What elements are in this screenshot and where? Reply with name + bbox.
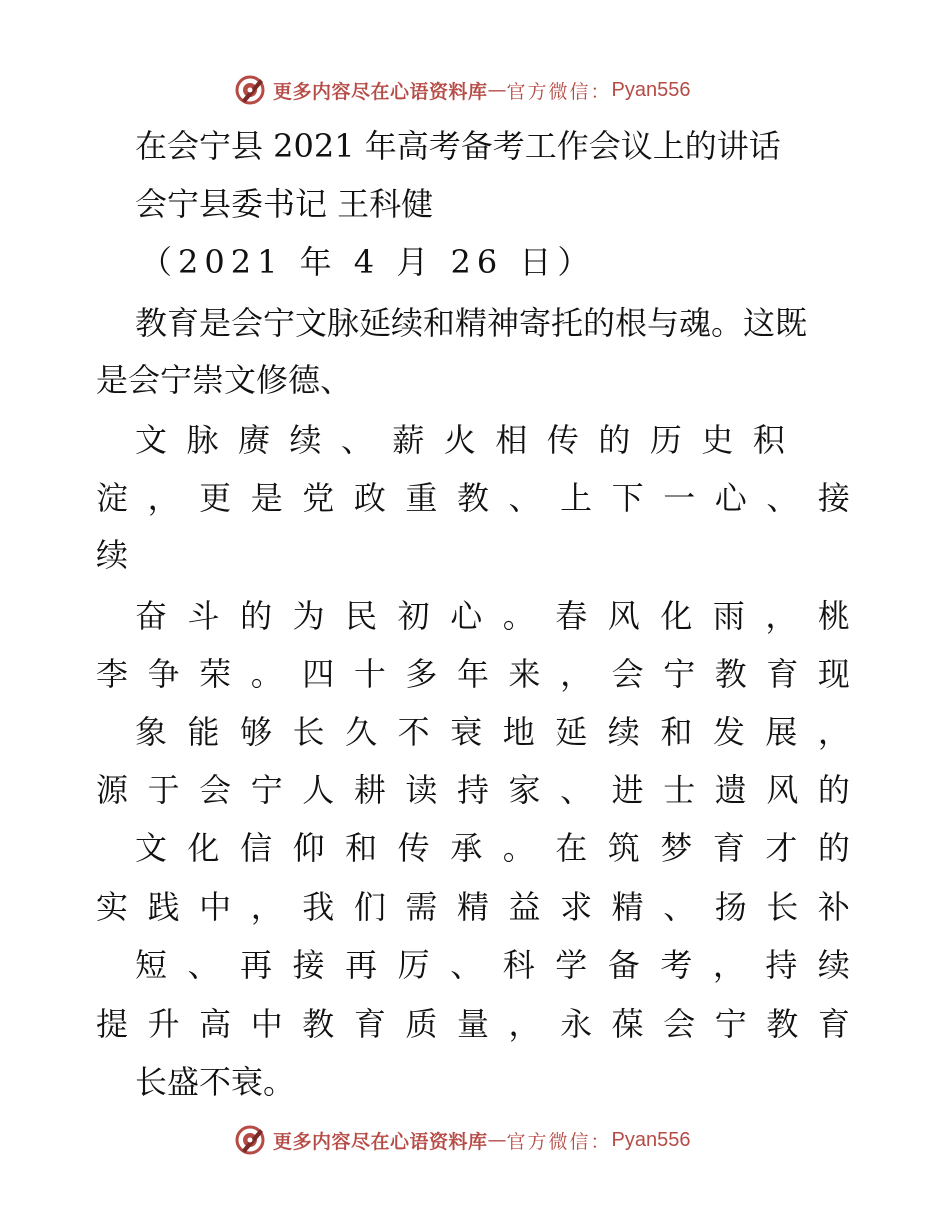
- doc-char: 在: [555, 829, 588, 867]
- doc-char: 益: [508, 888, 541, 926]
- doc-char: 学: [555, 946, 588, 984]
- doc-char: 传: [546, 421, 579, 459]
- doc-char: ，: [712, 946, 745, 984]
- doc-char: 求: [560, 888, 593, 926]
- doc-char: 会: [611, 655, 644, 693]
- doc-char: 史: [701, 421, 734, 459]
- doc-char: 奋: [135, 597, 168, 635]
- doc-char: 春: [555, 597, 588, 635]
- doc-char: 会: [199, 771, 232, 809]
- doc-char: 文: [135, 829, 168, 867]
- doc-char: 下: [611, 479, 644, 517]
- doc-char: 十: [353, 655, 386, 693]
- doc-char: 薪: [392, 421, 425, 459]
- doc-line-11: [0, 887, 950, 927]
- doc-char: 筑: [607, 829, 640, 867]
- doc-char: 是: [250, 479, 283, 517]
- doc-char: 教: [456, 479, 489, 517]
- doc-char: 扬: [714, 888, 747, 926]
- banner-main-text: 更多内容尽在心语资料库: [273, 1130, 488, 1153]
- doc-char: 再: [345, 946, 378, 984]
- doc-char: 年: [456, 655, 489, 693]
- footer-banner: [233, 1122, 691, 1158]
- doc-line-2: 是会宁崇文修德、: [96, 361, 353, 399]
- doc-char: 久: [345, 713, 378, 751]
- doc-char: 桃: [817, 597, 850, 635]
- doc-char: 衰: [450, 713, 483, 751]
- banner-wechat-id: Pyan556: [611, 78, 691, 101]
- doc-char: 的: [598, 421, 631, 459]
- doc-char: 化: [660, 597, 693, 635]
- doc-char: 中: [250, 1005, 283, 1043]
- doc-char: 荣: [199, 655, 232, 693]
- doc-char: 长: [766, 888, 799, 926]
- doc-char: 梦: [660, 829, 693, 867]
- doc-char: 考: [660, 946, 693, 984]
- doc-char: 、: [187, 946, 220, 984]
- doc-line-9: [0, 770, 950, 810]
- doc-line-5: 续: [96, 536, 129, 574]
- doc-char: 于: [147, 771, 180, 809]
- doc-char: 延: [555, 713, 588, 751]
- doc-char: 耕: [353, 771, 386, 809]
- doc-char: 高: [199, 1005, 232, 1043]
- doc-char: 不: [397, 713, 430, 751]
- doc-char: 的: [817, 829, 850, 867]
- doc-char: 短: [135, 946, 168, 984]
- doc-char: 积: [752, 421, 785, 459]
- doc-char: 精: [456, 888, 489, 926]
- doc-char: 象: [135, 713, 168, 751]
- banner-official-label: 官方微信：: [506, 1130, 612, 1153]
- doc-char: 永: [560, 1005, 593, 1043]
- doc-char: 心: [714, 479, 747, 517]
- doc-char: 信: [240, 829, 273, 867]
- doc-char: ，: [508, 1005, 541, 1043]
- doc-char: 传: [397, 829, 430, 867]
- doc-char: 升: [147, 1005, 180, 1043]
- doc-char: 。: [502, 829, 535, 867]
- doc-char: 政: [353, 479, 386, 517]
- doc-char: 、: [663, 888, 696, 926]
- doc-line-1: 教育是会宁文脉延续和精神寄托的根与魂。这既: [135, 304, 808, 342]
- doc-date: （2021 年 4 月 26 日）: [140, 243, 596, 281]
- doc-char: 们: [353, 888, 386, 926]
- doc-char: ，: [250, 888, 283, 926]
- doc-char: 、: [508, 479, 541, 517]
- doc-char: 发: [712, 713, 745, 751]
- doc-char: 和: [660, 713, 693, 751]
- doc-line-8: [0, 712, 950, 752]
- doc-char: 、: [340, 421, 373, 459]
- doc-char: 教: [766, 1005, 799, 1043]
- doc-char: 火: [443, 421, 476, 459]
- doc-char: 读: [405, 771, 438, 809]
- doc-char: 葆: [611, 1005, 644, 1043]
- doc-char: 相: [495, 421, 528, 459]
- doc-char: 历: [649, 421, 682, 459]
- doc-char: 的: [240, 597, 273, 635]
- doc-char: 我: [302, 888, 335, 926]
- doc-char: 承: [450, 829, 483, 867]
- doc-char: 为: [292, 597, 325, 635]
- doc-char: 才: [765, 829, 798, 867]
- doc-char: 教: [714, 655, 747, 693]
- doc-char: 践: [147, 888, 180, 926]
- doc-char: 脉: [186, 421, 219, 459]
- doc-char: 续: [289, 421, 322, 459]
- doc-char: 需: [405, 888, 438, 926]
- doc-char: 初: [397, 597, 430, 635]
- doc-char: 风: [766, 771, 799, 809]
- doc-char: 化: [187, 829, 220, 867]
- doc-char: 源: [96, 771, 129, 809]
- doc-line-4: [0, 478, 950, 518]
- doc-char: 能: [187, 713, 220, 751]
- doc-char: 、: [766, 479, 799, 517]
- doc-char: 中: [199, 888, 232, 926]
- doc-char: 一: [663, 479, 696, 517]
- doc-char: 李: [96, 655, 129, 693]
- doc-char: 重: [405, 479, 438, 517]
- doc-line-10: [0, 828, 950, 868]
- banner-official-label: 官方微信：: [506, 80, 612, 103]
- doc-char: 够: [240, 713, 273, 751]
- doc-char: 更: [199, 479, 232, 517]
- doc-char: 续: [817, 946, 850, 984]
- doc-char: 厉: [397, 946, 430, 984]
- doc-char: 提: [96, 1005, 129, 1043]
- banner-main-text: 更多内容尽在心语资料库: [273, 80, 488, 103]
- doc-char: 持: [456, 771, 489, 809]
- doc-char: 持: [765, 946, 798, 984]
- doc-line-7: [0, 654, 950, 694]
- doc-char: 民: [345, 597, 378, 635]
- doc-char: 科: [502, 946, 535, 984]
- doc-line-3: [0, 420, 950, 460]
- doc-line-12: [0, 945, 950, 985]
- banner-wechat-id: Pyan556: [611, 1128, 691, 1151]
- doc-title: 在会宁县 2021 年高考备考工作会议上的讲话: [135, 127, 781, 165]
- doc-char: 长: [292, 713, 325, 751]
- doc-char: 、: [450, 946, 483, 984]
- doc-char: 接: [292, 946, 325, 984]
- doc-char: 和: [345, 829, 378, 867]
- doc-line-6: [0, 596, 950, 636]
- doc-char: 续: [607, 713, 640, 751]
- doc-char: 多: [405, 655, 438, 693]
- doc-char: 人: [302, 771, 335, 809]
- doc-char: 进: [611, 771, 644, 809]
- doc-char: 雨: [712, 597, 745, 635]
- doc-char: 的: [817, 771, 850, 809]
- doc-char: 斗: [187, 597, 220, 635]
- doc-speaker: 会宁县委书记 王科健: [135, 185, 434, 223]
- banner-dash: —: [487, 79, 507, 101]
- doc-char: 育: [766, 655, 799, 693]
- doc-char: 再: [240, 946, 273, 984]
- doc-char: ，: [817, 713, 850, 751]
- doc-char: 精: [611, 888, 644, 926]
- doc-char: 宁: [714, 1005, 747, 1043]
- doc-char: 实: [96, 888, 129, 926]
- doc-char: 宁: [250, 771, 283, 809]
- doc-char: 上: [560, 479, 593, 517]
- doc-char: 、: [560, 771, 593, 809]
- doc-line-13: [0, 1004, 950, 1044]
- doc-char: 淀: [96, 479, 129, 517]
- pen-logo-icon: [233, 1123, 267, 1157]
- doc-char: ，: [560, 655, 593, 693]
- doc-char: 备: [607, 946, 640, 984]
- doc-char: ，: [147, 479, 180, 517]
- doc-char: 质: [405, 1005, 438, 1043]
- doc-char: 教: [302, 1005, 335, 1043]
- doc-char: 赓: [237, 421, 270, 459]
- banner-dash: —: [487, 1129, 507, 1151]
- doc-char: 现: [817, 655, 850, 693]
- doc-char: 争: [147, 655, 180, 693]
- doc-char: 来: [508, 655, 541, 693]
- doc-char: 宁: [663, 655, 696, 693]
- doc-char: 文: [135, 421, 168, 459]
- doc-char: 会: [663, 1005, 696, 1043]
- doc-char: 四: [302, 655, 335, 693]
- doc-char: 地: [502, 713, 535, 751]
- header-banner: [233, 72, 691, 108]
- doc-char: 风: [607, 597, 640, 635]
- doc-char: 补: [817, 888, 850, 926]
- doc-char: 接: [817, 479, 850, 517]
- doc-line-14: 长盛不衰。: [135, 1063, 296, 1101]
- doc-char: 士: [663, 771, 696, 809]
- doc-char: 育: [353, 1005, 386, 1043]
- doc-char: 展: [765, 713, 798, 751]
- doc-char: ，: [765, 597, 798, 635]
- doc-char: 育: [817, 1005, 850, 1043]
- doc-char: 心: [450, 597, 483, 635]
- doc-char: 。: [502, 597, 535, 635]
- doc-char: 量: [456, 1005, 489, 1043]
- doc-char: 遗: [714, 771, 747, 809]
- doc-char: 家: [508, 771, 541, 809]
- doc-char: 。: [250, 655, 283, 693]
- doc-char: 育: [712, 829, 745, 867]
- pen-logo-icon: [233, 73, 267, 107]
- doc-char: 仰: [292, 829, 325, 867]
- doc-char: 党: [302, 479, 335, 517]
